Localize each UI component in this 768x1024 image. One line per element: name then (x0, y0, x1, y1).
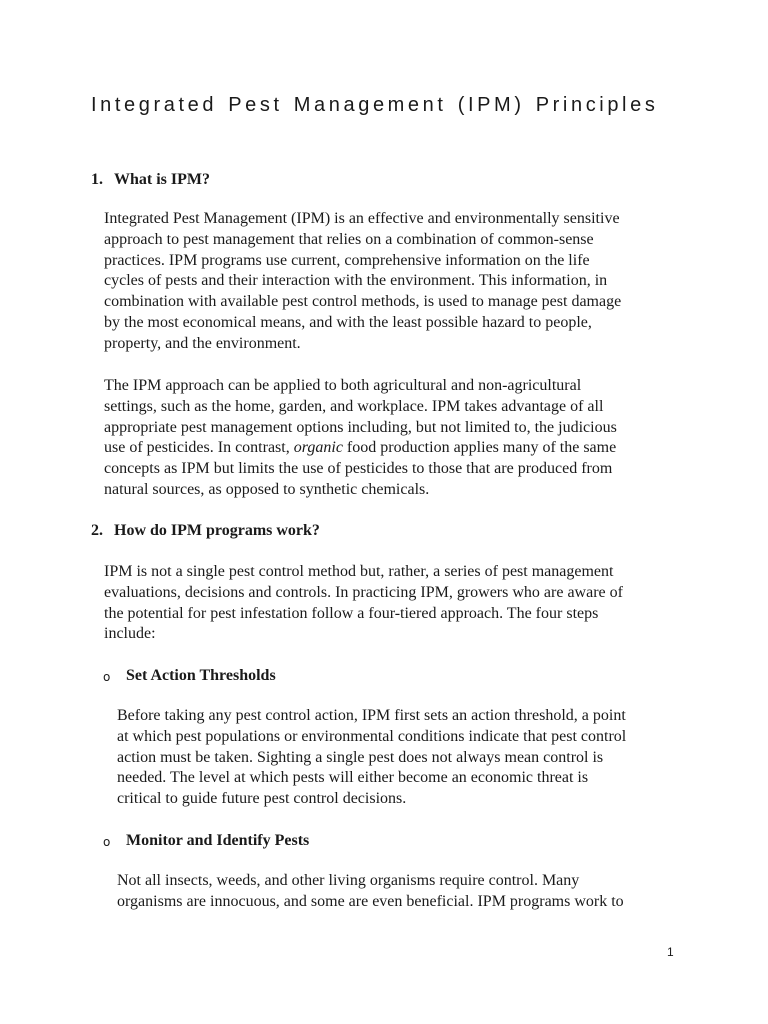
paragraph-line: practices. IPM programs use current, comprehensive information on the life (104, 251, 590, 269)
paragraph-line: evaluations, decisions and controls. In practicing IPM, growers who are aware of (104, 583, 623, 601)
step-1-title: Set Action Thresholds (126, 667, 276, 684)
paragraph-line: the potential for pest infestation follow a four-tiered approach. The four steps (104, 604, 599, 622)
line-text-after: food production applies many of the same (346, 439, 617, 457)
section-1-paragraph-2 (104, 376, 617, 501)
paragraph-line: approach to pest management that relies on a combination of common-sense (104, 230, 594, 248)
paragraph-line: cycles of pests and their interaction with the environment. This information, in (104, 272, 608, 290)
paragraph-line-with-emphasis (104, 438, 617, 459)
step-2-paragraph (117, 871, 624, 913)
paragraph-line: action must be taken. Sighting a single pest does not always mean control is (117, 748, 604, 766)
step-1-paragraph (117, 706, 626, 810)
paragraph-line: concepts as IPM but limits the use of pesticides to those that are produced from (104, 460, 613, 478)
paragraph-line: Integrated Pest Management (IPM) is an effective and environmentally sensitive (104, 210, 620, 227)
paragraph-line: by the most economical means, and with the least possible hazard to people, (104, 313, 592, 331)
paragraph-line: needed. The level at which pests will either become an economic threat is (117, 769, 589, 787)
paragraph-line: natural sources, as opposed to synthetic chemicals. (104, 480, 430, 498)
paragraph-line: appropriate pest management options including, but not limited to, the judicious (104, 418, 617, 436)
paragraph-line: critical to guide future pest control decisions. (117, 790, 407, 808)
paragraph-line: combination with available pest control methods, is used to manage pest damage (104, 293, 622, 311)
paragraph-line: Before taking any pest control action, IPM first sets an action threshold, a point (117, 707, 626, 724)
document-title: Integrated Pest Management (IPM) Principles (91, 94, 659, 116)
paragraph-line: The IPM approach can be applied to both agricultural and non-agricultural (104, 377, 582, 394)
section-1-heading (91, 170, 210, 191)
paragraph-line: at which pest populations or environmental conditions indicate that pest control (117, 727, 627, 745)
section-2-title: How do IPM programs work? (114, 522, 320, 539)
paragraph-line: include: (104, 625, 156, 643)
section-1-title: What is IPM? (114, 171, 210, 188)
paragraph-line: organisms are innocuous, and some are even beneficial. IPM programs work to (117, 892, 624, 910)
section-2-number: 2. (91, 522, 103, 539)
emphasis-organic: organic (293, 439, 343, 457)
bullet-circle-icon: o (103, 835, 111, 849)
section-1-number: 1. (91, 171, 103, 188)
step-2-title: Monitor and Identify Pests (126, 832, 310, 849)
paragraph-line: Not all insects, weeds, and other living organisms require control. Many (117, 872, 580, 889)
paragraph-line: property, and the environment. (104, 334, 301, 352)
section-1-paragraph-1 (104, 209, 621, 355)
paragraph-line: IPM is not a single pest control method but, rather, a series of pest management (104, 563, 614, 580)
paragraph-line: settings, such as the home, garden, and workplace. IPM takes advantage of all (104, 397, 604, 415)
step-2-heading (103, 831, 310, 852)
line-text-before: use of pesticides. In contrast, (104, 439, 290, 457)
bullet-circle-icon: o (103, 670, 111, 684)
page-number: 1 (667, 945, 674, 959)
step-1-heading (103, 666, 276, 687)
section-2-heading (91, 521, 320, 542)
section-2-paragraph-1 (104, 562, 623, 645)
